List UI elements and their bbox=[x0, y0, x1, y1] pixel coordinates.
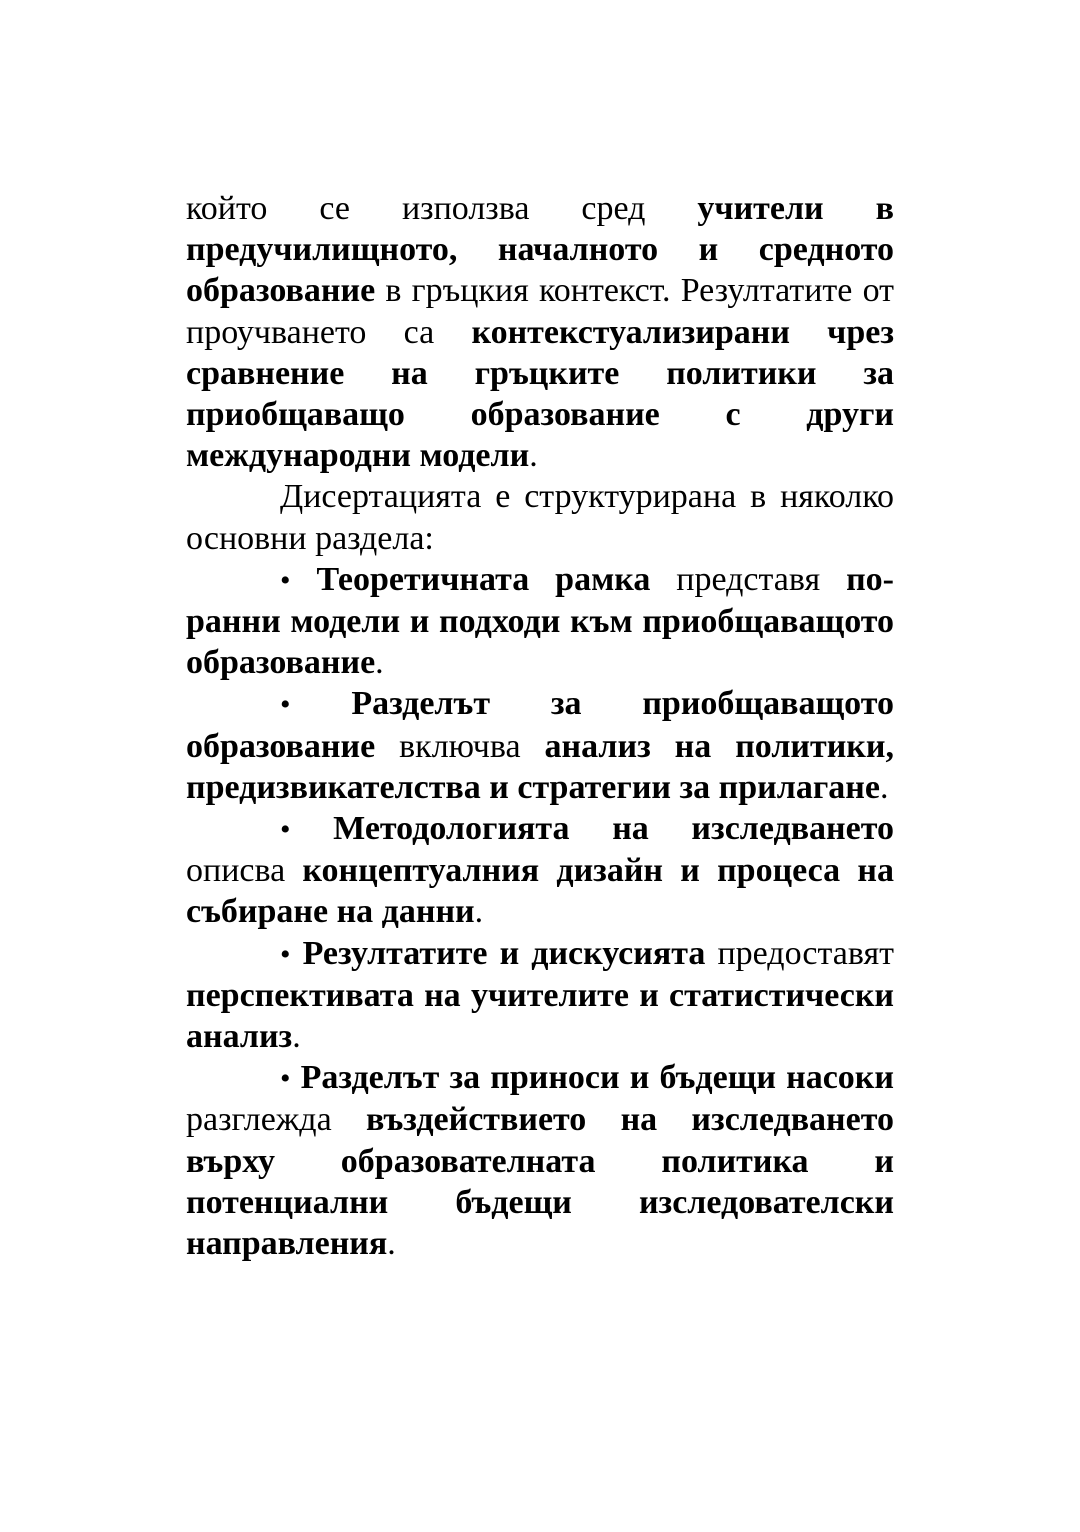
bullet-icon: • bbox=[280, 937, 291, 971]
text-run: предоставят bbox=[705, 934, 894, 972]
text-run: . bbox=[474, 893, 484, 931]
bullet-icon: • bbox=[280, 1062, 291, 1096]
text-run: Дисертацията е структурирана в няколко основни раздела: bbox=[186, 478, 894, 557]
text-run: описва bbox=[186, 852, 303, 890]
text-run-bold: контекстуализирани чрез сравнение на гръцките политики за приобщаващо образование с други международни модели bbox=[186, 313, 894, 475]
text-run: . bbox=[387, 1225, 396, 1263]
text-run: . bbox=[292, 1018, 301, 1056]
text-run: . bbox=[879, 768, 889, 806]
intro-paragraph bbox=[186, 188, 894, 476]
list-item bbox=[186, 683, 894, 808]
text-run: който се използва сред bbox=[186, 190, 698, 227]
list-item bbox=[186, 559, 894, 684]
list-item bbox=[186, 1057, 894, 1264]
list-item bbox=[186, 933, 894, 1058]
text-run-bold: въздействието на изследването върху образователната политика и потенциални бъдещи изследователски направления bbox=[186, 1101, 894, 1263]
text-run-bold: Резултатите и дискусията bbox=[302, 934, 706, 972]
text-run-bold: по-ранни модели и подходи към приобщаващото образование bbox=[186, 560, 894, 682]
text-run-bold: Разделът за приобщаващото образование bbox=[186, 685, 894, 765]
text-run: . bbox=[375, 644, 384, 682]
text-run: включва bbox=[375, 727, 545, 765]
structure-paragraph bbox=[186, 476, 894, 558]
text-run-bold: Теоретичната рамка bbox=[316, 560, 651, 598]
bullet-icon: • bbox=[280, 688, 291, 722]
text-run: разглежда bbox=[186, 1101, 366, 1139]
document-page bbox=[186, 188, 894, 1264]
text-run-bold: Разделът за приноси и бъдещи насоки bbox=[300, 1059, 894, 1097]
text-run: представя bbox=[650, 560, 847, 598]
bullet-icon: • bbox=[280, 813, 291, 847]
bullet-icon: • bbox=[280, 563, 291, 597]
text-run: . bbox=[529, 437, 538, 475]
text-run-bold: перспективата на учителите и статистически анализ bbox=[186, 976, 894, 1056]
text-run-bold: концептуалния дизайн и процеса на събиране на данни bbox=[186, 852, 894, 931]
text-run: в гръцкия контекст. Резултатите от проучването са bbox=[186, 272, 894, 351]
list-item bbox=[186, 808, 894, 933]
text-run-bold: учители в предучилищното, началното и средното образование bbox=[186, 190, 894, 310]
text-run-bold: Методологията на изследването bbox=[333, 810, 894, 848]
text-run-bold: анализ на политики, предизвикателства и стратегии за прилагане bbox=[186, 727, 894, 806]
